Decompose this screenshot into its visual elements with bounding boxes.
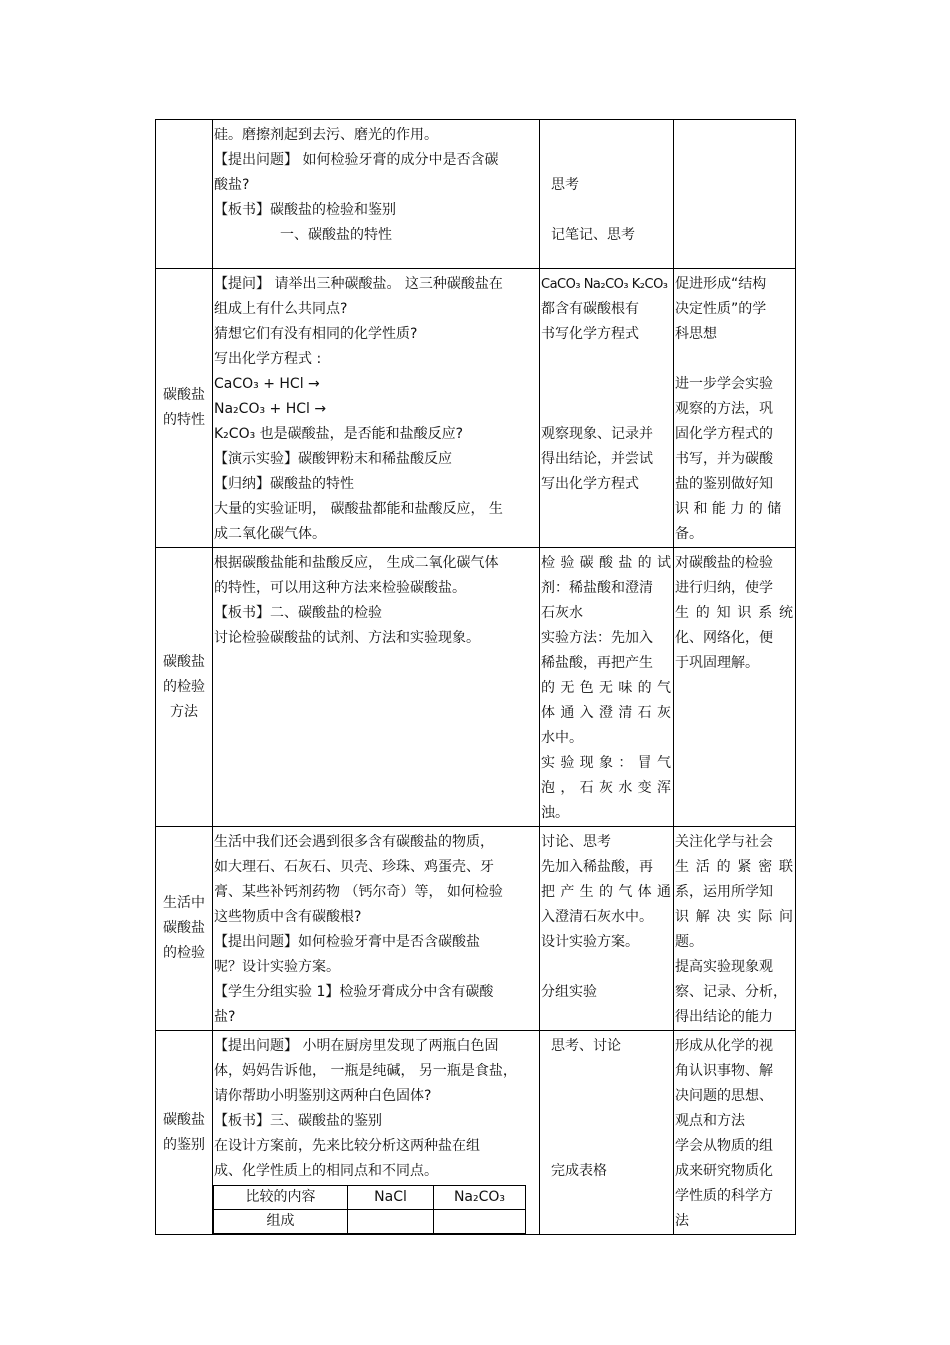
purpose-line: 关注化学与社会 bbox=[675, 834, 773, 850]
student-line: 剂：稀盐酸和澄清 bbox=[541, 580, 653, 596]
content-line: 请你帮助小明鉴别这两种白色固体? bbox=[214, 1088, 432, 1104]
purpose-line: 备。 bbox=[675, 526, 703, 542]
purpose-line: 角认识事物、解 bbox=[675, 1063, 773, 1079]
student-line: 的无色无味的气 bbox=[541, 680, 671, 696]
student-line: CaCO₃ Na₂CO₃ K₂CO₃ bbox=[541, 277, 668, 292]
purpose-cell bbox=[674, 548, 796, 827]
content-line: 讨论检验碳酸盐的试剂、方法和实验现象。 bbox=[214, 630, 480, 646]
purpose-line: 书写，并为碳酸 bbox=[675, 451, 773, 467]
student-line: 思考、讨论 bbox=[551, 1038, 621, 1054]
student-line: 体通入澄清石灰 bbox=[541, 705, 671, 721]
topic-cell bbox=[156, 120, 213, 269]
student-line: 完成表格 bbox=[551, 1163, 607, 1179]
student-line: 写出化学方程式 bbox=[541, 476, 639, 492]
purpose-line: 成来研究物质化 bbox=[675, 1163, 773, 1179]
content-line: 如大理石、石灰石、贝壳、珍珠、鸡蛋壳、牙 bbox=[214, 859, 494, 875]
content-line: 【提出问题】如何检验牙膏中是否含碳酸盐 bbox=[214, 934, 480, 950]
content-cell bbox=[213, 120, 540, 269]
purpose-line: 于巩固理解。 bbox=[675, 655, 759, 671]
student-line: 检验碳酸盐的试 bbox=[541, 555, 671, 571]
purpose-line: 进行归纳，使学 bbox=[675, 580, 773, 596]
student-line: 得出结论，并尝试 bbox=[541, 451, 653, 467]
content-line: 根据碳酸盐能和盐酸反应， 生成二氧化碳气体 bbox=[214, 555, 499, 571]
content-line: 体，妈妈告诉他， 一瓶是纯碱， 另一瓶是食盐， bbox=[214, 1063, 517, 1079]
content-line: K₂CO₃ 也是碳酸盐，是否能和盐酸反应? bbox=[214, 426, 464, 442]
purpose-line: 识 和 能 力 的 储 bbox=[675, 501, 782, 517]
student-cell bbox=[540, 548, 674, 827]
content-line: 一、碳酸盐的特性 bbox=[280, 227, 392, 243]
purpose-line: 对碳酸盐的检验 bbox=[675, 555, 773, 571]
topic-cell bbox=[156, 548, 213, 827]
purpose-line: 察、记录、分析， bbox=[675, 984, 787, 1000]
content-line: 盐? bbox=[214, 1009, 236, 1025]
student-line: 讨论、思考 bbox=[541, 834, 611, 850]
student-line: 观察现象、记录并 bbox=[541, 426, 653, 442]
lesson-plan-table bbox=[155, 119, 796, 1235]
table-row bbox=[156, 827, 796, 1031]
student-cell bbox=[540, 120, 674, 269]
purpose-line: 促进形成“结构 bbox=[675, 276, 767, 292]
purpose-line: 盐的鉴别做好知 bbox=[675, 476, 773, 492]
student-line: 把产生的气体通 bbox=[541, 884, 671, 900]
student-line: 书写化学方程式 bbox=[541, 326, 639, 342]
purpose-line: 决问题的思想、 bbox=[675, 1088, 773, 1104]
purpose-line: 题。 bbox=[675, 934, 703, 950]
purpose-line: 学性质的科学方 bbox=[675, 1188, 773, 1204]
content-line: 【提出问题】 如何检验牙膏的成分中是否含碳 bbox=[214, 152, 499, 168]
topic-label: 生活中碳酸盐的检验 bbox=[163, 895, 205, 961]
comparison-header-row bbox=[214, 1186, 526, 1210]
purpose-line: 法 bbox=[675, 1213, 689, 1229]
table-row bbox=[156, 120, 796, 269]
purpose-line: 观点和方法 bbox=[675, 1113, 745, 1129]
comparison-row bbox=[214, 1210, 526, 1234]
student-line: 思考 bbox=[551, 177, 579, 193]
table-row bbox=[156, 548, 796, 827]
purpose-line: 生的知识系统 bbox=[675, 605, 793, 621]
student-line: 水中。 bbox=[541, 730, 583, 746]
comparison-header: NaCl bbox=[348, 1186, 434, 1210]
purpose-line: 学会从物质的组 bbox=[675, 1138, 773, 1154]
table-row bbox=[156, 1031, 796, 1235]
content-line: 【提问】 请举出三种碳酸盐。 这三种碳酸盐在 bbox=[214, 276, 503, 292]
purpose-line: 科思想 bbox=[675, 326, 717, 342]
content-line: 呢？设计实验方案。 bbox=[214, 959, 340, 975]
topic-cell bbox=[156, 1031, 213, 1235]
purpose-cell bbox=[674, 120, 796, 269]
content-line: 的特性，可以用这种方法来检验碳酸盐。 bbox=[214, 580, 466, 596]
content-cell bbox=[213, 269, 540, 548]
student-line: 浊。 bbox=[541, 805, 569, 821]
content-line: 【板书】二、碳酸盐的检验 bbox=[214, 605, 382, 621]
purpose-line: 形成从化学的视 bbox=[675, 1038, 773, 1054]
content-line: 生活中我们还会遇到很多含有碳酸盐的物质， bbox=[214, 834, 494, 850]
equation-line: CaCO₃ + HCl → bbox=[214, 376, 320, 392]
content-line: 写出化学方程式 : bbox=[214, 351, 322, 367]
comparison-header: Na₂CO₃ bbox=[434, 1186, 526, 1210]
topic-cell bbox=[156, 827, 213, 1031]
purpose-cell bbox=[674, 827, 796, 1031]
content-cell bbox=[213, 1031, 540, 1235]
content-line: 成、化学性质上的相同点和不同点。 bbox=[214, 1163, 438, 1179]
topic-label: 碳酸盐的鉴别 bbox=[163, 1111, 205, 1153]
content-line: 这些物质中含有碳酸根? bbox=[214, 909, 362, 925]
student-cell bbox=[540, 269, 674, 548]
content-line: 【演示实验】碳酸钾粉末和稀盐酸反应 bbox=[214, 451, 452, 467]
student-cell bbox=[540, 827, 674, 1031]
purpose-cell bbox=[674, 269, 796, 548]
student-cell bbox=[540, 1031, 674, 1235]
student-line: 实验方法：先加入 bbox=[541, 630, 653, 646]
content-line: 酸盐? bbox=[214, 177, 250, 193]
comparison-cell: 组成 bbox=[214, 1210, 348, 1234]
comparison-cell bbox=[348, 1210, 434, 1234]
purpose-line: 生活的紧密联 bbox=[675, 859, 793, 875]
content-line: 猜想它们有没有相同的化学性质? bbox=[214, 326, 418, 342]
student-line: 入澄清石灰水中。 bbox=[541, 909, 653, 925]
content-cell bbox=[213, 548, 540, 827]
student-line: 设计实验方案。 bbox=[541, 934, 639, 950]
purpose-cell bbox=[674, 1031, 796, 1235]
comparison-header: 比较的内容 bbox=[214, 1186, 348, 1210]
student-line: 泡，石灰水变浑 bbox=[541, 780, 671, 796]
purpose-line: 进一步学会实验 bbox=[675, 376, 773, 392]
topic-label: 碳酸盐的检验方法 bbox=[163, 653, 205, 720]
student-line: 分组实验 bbox=[541, 984, 597, 1000]
content-line: 组成上有什么共同点? bbox=[214, 301, 348, 317]
content-line: 【提出问题】 小明在厨房里发现了两瓶白色固 bbox=[214, 1038, 499, 1054]
equation-line: Na₂CO₃ + HCl → bbox=[214, 401, 327, 417]
student-line: 石灰水 bbox=[541, 605, 583, 621]
purpose-line: 决定性质”的学 bbox=[675, 301, 767, 317]
content-line: 【板书】三、碳酸盐的鉴别 bbox=[214, 1113, 382, 1129]
purpose-line: 得出结论的能力 bbox=[675, 1009, 773, 1025]
content-line: 膏、某些补钙剂药物 （钙尔奇）等， 如何检验 bbox=[214, 884, 503, 900]
content-line: 【板书】碳酸盐的检验和鉴别 bbox=[214, 202, 396, 218]
purpose-line: 观察的方法，巩 bbox=[675, 401, 773, 417]
purpose-line: 固化学方程式的 bbox=[675, 426, 773, 442]
topic-label: 碳酸盐的特性 bbox=[163, 387, 205, 428]
purpose-line: 系，运用所学知 bbox=[675, 884, 773, 900]
content-line: 【学生分组实验 1】检验牙膏成分中含有碳酸 bbox=[214, 984, 494, 1000]
purpose-line: 化、网络化，便 bbox=[675, 630, 773, 646]
content-line: 在设计方案前，先来比较分析这两种盐在组 bbox=[214, 1138, 480, 1154]
content-line: 成二氧化碳气体。 bbox=[214, 526, 326, 542]
topic-cell bbox=[156, 269, 213, 548]
content-line: 硅。磨擦剂起到去污、磨光的作用。 bbox=[214, 127, 438, 143]
table-row bbox=[156, 269, 796, 548]
student-line: 稀盐酸，再把产生 bbox=[541, 655, 653, 671]
purpose-line: 提高实验现象观 bbox=[675, 959, 773, 975]
comparison-table bbox=[213, 1185, 526, 1234]
student-line: 都含有碳酸根有 bbox=[541, 301, 639, 317]
purpose-line: 识解决实际问 bbox=[675, 909, 793, 925]
content-cell bbox=[213, 827, 540, 1031]
content-line: 【归纳】碳酸盐的特性 bbox=[214, 476, 354, 492]
student-line: 实验现象：冒气 bbox=[541, 755, 671, 771]
comparison-cell bbox=[434, 1210, 526, 1234]
student-line: 先加入稀盐酸，再 bbox=[541, 859, 653, 875]
content-line: 大量的实验证明， 碳酸盐都能和盐酸反应， 生 bbox=[214, 501, 503, 517]
student-line: 记笔记、思考 bbox=[551, 227, 635, 243]
